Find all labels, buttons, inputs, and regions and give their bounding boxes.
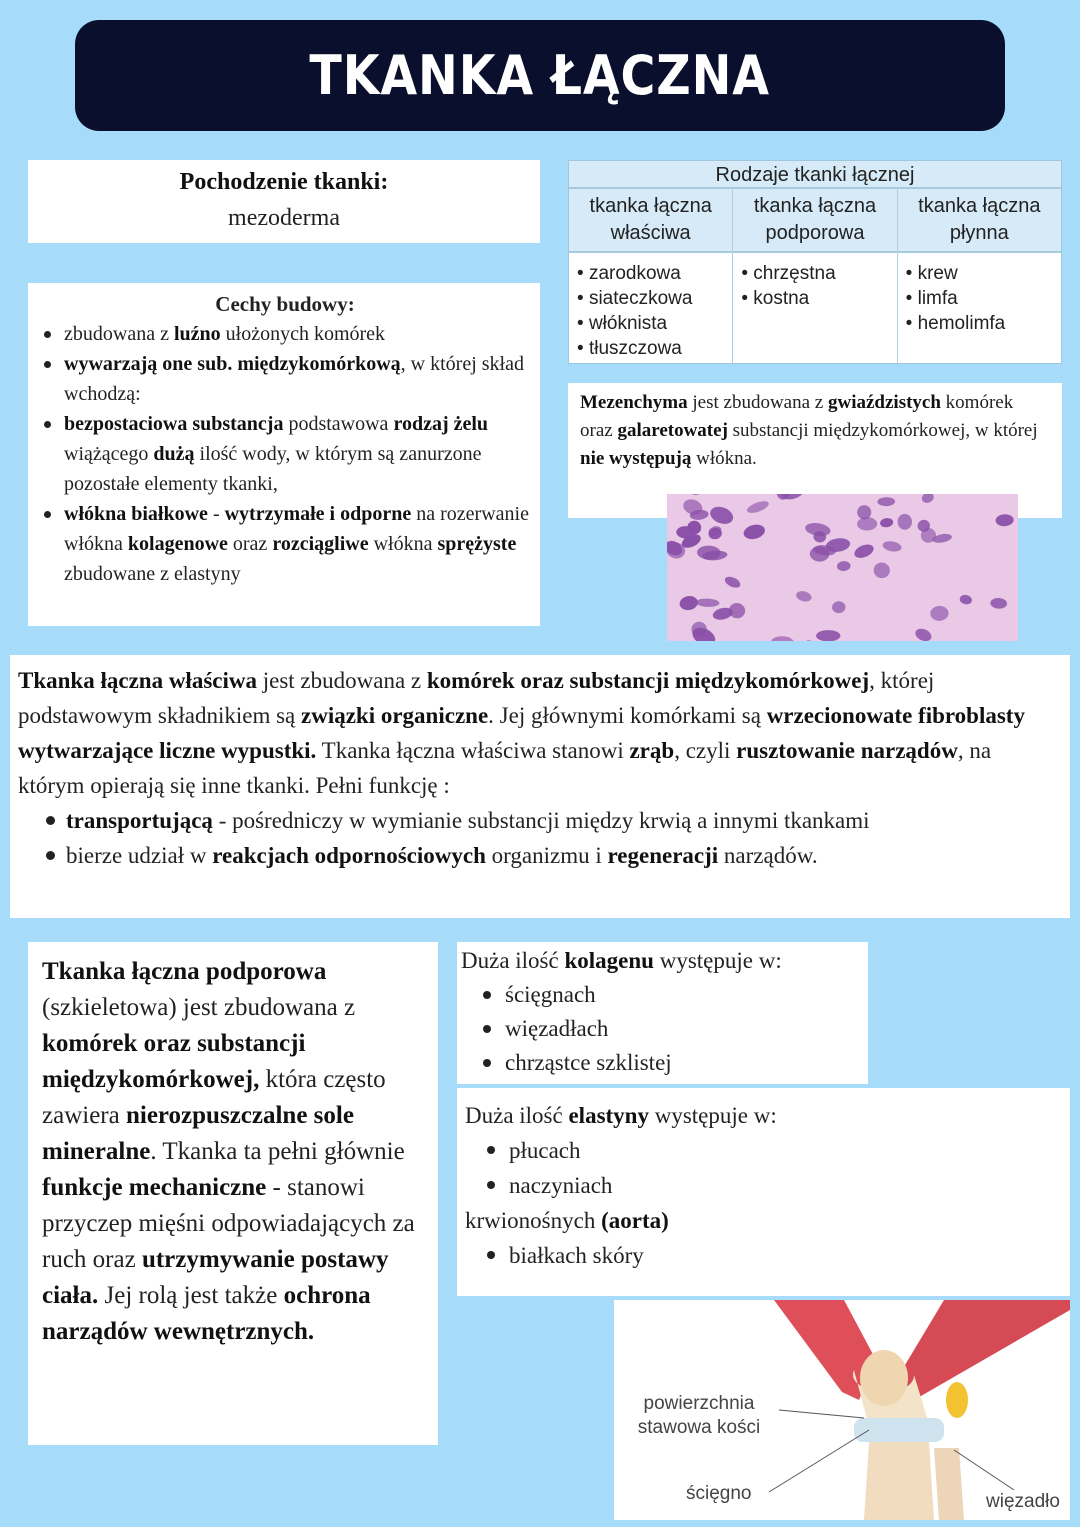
list-item: ścięgnach bbox=[461, 978, 864, 1012]
table-cell-item: • tłuszczowa bbox=[577, 336, 724, 361]
text-segment: - bbox=[207, 503, 225, 525]
origin-value: mezoderma bbox=[228, 205, 340, 231]
text-segment: . Tkanka ta pełni głównie bbox=[150, 1138, 405, 1165]
knee-illustration bbox=[614, 1300, 1070, 1520]
text-segment: Tkanka łączna właściwa stanowi bbox=[316, 738, 630, 763]
text-segment: jest zbudowana z bbox=[687, 392, 828, 413]
bold-text: utrzymywanie postawy ciała. bbox=[42, 1246, 389, 1309]
table-caption: Rodzaje tkanki łącznej bbox=[569, 161, 1061, 189]
text-segment: , na którym opierają się inne tkanki. Pełni funkcję : bbox=[18, 738, 992, 798]
bold-text: dużą bbox=[153, 443, 195, 465]
bold-text: luźno bbox=[173, 323, 221, 345]
list-item: białkach skóry bbox=[465, 1238, 1062, 1273]
list-item: płucach bbox=[465, 1133, 1062, 1168]
title-banner bbox=[75, 20, 1005, 131]
list-item: więzadłach bbox=[461, 1012, 864, 1046]
table-cell-item: • limfa bbox=[906, 286, 1053, 311]
text-segment: podstawowa bbox=[283, 413, 394, 435]
text-segment: włókna bbox=[368, 533, 438, 555]
bold-text: związki organiczne bbox=[301, 703, 489, 728]
bold-text: rozciągliwe bbox=[272, 533, 369, 555]
list-item bbox=[18, 838, 1062, 873]
mesenchyme-micrograph bbox=[667, 494, 1018, 641]
text-segment: - pośredniczy w wymianie substancji między krwią a innymi tkankami bbox=[212, 808, 870, 833]
collagen-intro bbox=[461, 944, 864, 978]
bold-text: reakcjach odpornościowych bbox=[212, 843, 486, 868]
proper-tissue-text bbox=[18, 663, 1062, 803]
bold-text: sprężyste bbox=[437, 533, 517, 555]
list-item bbox=[38, 409, 532, 499]
text-segment: - stanowi przyczep mięśni odpowiadających za ruch oraz bbox=[42, 1174, 415, 1273]
elastin-box bbox=[457, 1088, 1070, 1296]
text-segment: narządów. bbox=[718, 843, 818, 868]
text-segment: bierze udział w bbox=[66, 843, 213, 868]
proper-functions-list bbox=[18, 803, 1062, 873]
text-segment: ilość wody, w którym są zanurzone pozostałe elementy tkanki, bbox=[64, 443, 482, 495]
table-cell-item: • siateczkowa bbox=[577, 286, 724, 311]
origin-label: Pochodzenie tkanki: bbox=[179, 169, 389, 195]
text-segment: jest zbudowana z bbox=[256, 668, 427, 693]
table-cell-item: • włóknista bbox=[577, 311, 724, 336]
column-header: tkanka łączna podporowa bbox=[733, 189, 896, 253]
bold-text: regeneracji bbox=[607, 843, 719, 868]
text-segment: , czyli bbox=[674, 738, 737, 763]
bold-text: (aorta) bbox=[601, 1208, 669, 1233]
list-item: naczyniach bbox=[465, 1168, 1062, 1203]
collagen-box bbox=[457, 942, 868, 1084]
collagen-list bbox=[461, 978, 864, 1080]
supporting-tissue-box bbox=[28, 942, 438, 1445]
text-segment: Jej rolą jest także bbox=[98, 1282, 284, 1309]
list-item bbox=[38, 349, 532, 409]
text-segment: na rozerwanie włókna bbox=[64, 503, 529, 555]
list-item bbox=[38, 499, 532, 589]
bold-text: bezpostaciowa substancja bbox=[64, 413, 284, 435]
bold-text: Tkanka łączna właściwa bbox=[18, 668, 257, 693]
text-segment: Duża ilość bbox=[461, 948, 565, 973]
bold-text: funkcje mechaniczne bbox=[42, 1174, 267, 1201]
bold-text: rodzaj żelu bbox=[393, 413, 489, 435]
text-segment: włókna. bbox=[691, 448, 757, 469]
text-segment: , której podstawowym składnikiem są bbox=[18, 668, 935, 728]
bold-text: gwiaździstych bbox=[827, 392, 941, 413]
text-segment: zbudowana z bbox=[64, 323, 174, 345]
elastin-list-2 bbox=[465, 1238, 1062, 1273]
table-column bbox=[898, 189, 1061, 363]
elastin-list bbox=[465, 1133, 1062, 1203]
elastin-extra bbox=[465, 1203, 1062, 1238]
page-title: TKANKA ŁĄCZNA bbox=[309, 44, 771, 107]
table-cell-item: • kostna bbox=[741, 286, 888, 311]
bold-text: wrzecionowate fibroblasty wytwarzające liczne wypustki. bbox=[18, 703, 1025, 763]
table-cell-item: • hemolimfa bbox=[906, 311, 1053, 336]
text-segment: Duża ilość bbox=[465, 1103, 569, 1128]
mesenchyme-text bbox=[580, 389, 1050, 473]
bold-text: wywarzają one sub. międzykomórkową bbox=[64, 353, 401, 375]
bold-text: transportującą bbox=[66, 808, 213, 833]
tissue-types-table bbox=[568, 160, 1062, 364]
label-articular-surface: powierzchnia stawowa kości bbox=[624, 1392, 774, 1440]
bold-text: komórek oraz substancji międzykomórkowej bbox=[426, 668, 870, 693]
elastin-intro bbox=[465, 1098, 1062, 1133]
bold-text: Tkanka łączna podporowa bbox=[42, 958, 327, 985]
bold-text: nie występują bbox=[580, 448, 692, 469]
features-heading: Cechy budowy: bbox=[215, 292, 355, 316]
text-segment: (szkieletowa) jest zbudowana z bbox=[42, 994, 356, 1021]
bold-text: włókna białkowe bbox=[64, 503, 208, 525]
text-segment: , w której skład wchodzą: bbox=[64, 353, 524, 405]
table-column bbox=[569, 189, 733, 363]
list-item: chrząstce szklistej bbox=[461, 1046, 864, 1080]
bold-text: galaretowatej bbox=[617, 420, 728, 441]
text-segment: substancji międzykomórkowej, w której bbox=[727, 420, 1038, 441]
text-segment: krwionośnych bbox=[465, 1208, 602, 1233]
bold-text: ochrona narządów wewnętrznych. bbox=[42, 1282, 371, 1345]
bold-text: rusztowanie narządów bbox=[736, 738, 958, 763]
bold-text: komórek oraz substancji międzykomórkowej, bbox=[42, 1030, 306, 1093]
list-item bbox=[18, 803, 1062, 838]
table-cell-item: • zarodkowa bbox=[577, 261, 724, 286]
bold-text: wytrzymałe i odporne bbox=[224, 503, 412, 525]
features-list bbox=[38, 319, 532, 589]
text-segment: komórek oraz bbox=[580, 392, 1014, 441]
label-tendon: ścięgno bbox=[686, 1483, 752, 1504]
table-cell-item: • krew bbox=[906, 261, 1053, 286]
proper-tissue-box bbox=[10, 655, 1070, 918]
text-segment: zbudowane z elastyny bbox=[64, 563, 241, 585]
text-segment: wiążącego bbox=[64, 443, 154, 465]
features-box bbox=[28, 283, 540, 626]
text-segment: ułożonych komórek bbox=[220, 323, 386, 345]
column-header: tkanka łączna właściwa bbox=[569, 189, 732, 253]
origin-box bbox=[28, 160, 540, 243]
bold-text: kolagenu bbox=[564, 948, 654, 973]
bold-text: nierozpuszczalne sole mineralne bbox=[42, 1102, 354, 1165]
bold-text: zrąb bbox=[629, 738, 675, 763]
list-item bbox=[38, 319, 532, 349]
supporting-tissue-text bbox=[42, 954, 424, 1350]
label-ligament: więzadło bbox=[986, 1491, 1060, 1512]
column-header: tkanka łączna płynna bbox=[898, 189, 1061, 253]
text-segment: która często zawiera bbox=[42, 1066, 386, 1129]
table-cell-item: • chrzęstna bbox=[741, 261, 888, 286]
bold-text: elastyny bbox=[568, 1103, 649, 1128]
text-segment: występuje w: bbox=[648, 1103, 777, 1128]
bold-text: kolagenowe bbox=[127, 533, 228, 555]
text-segment: . Jej głównymi komórkami są bbox=[488, 703, 767, 728]
table-column bbox=[733, 189, 897, 363]
text-segment: organizmu i bbox=[485, 843, 608, 868]
bold-text: Mezenchyma bbox=[580, 392, 688, 413]
text-segment: występuje w: bbox=[653, 948, 782, 973]
text-segment: oraz bbox=[227, 533, 273, 555]
